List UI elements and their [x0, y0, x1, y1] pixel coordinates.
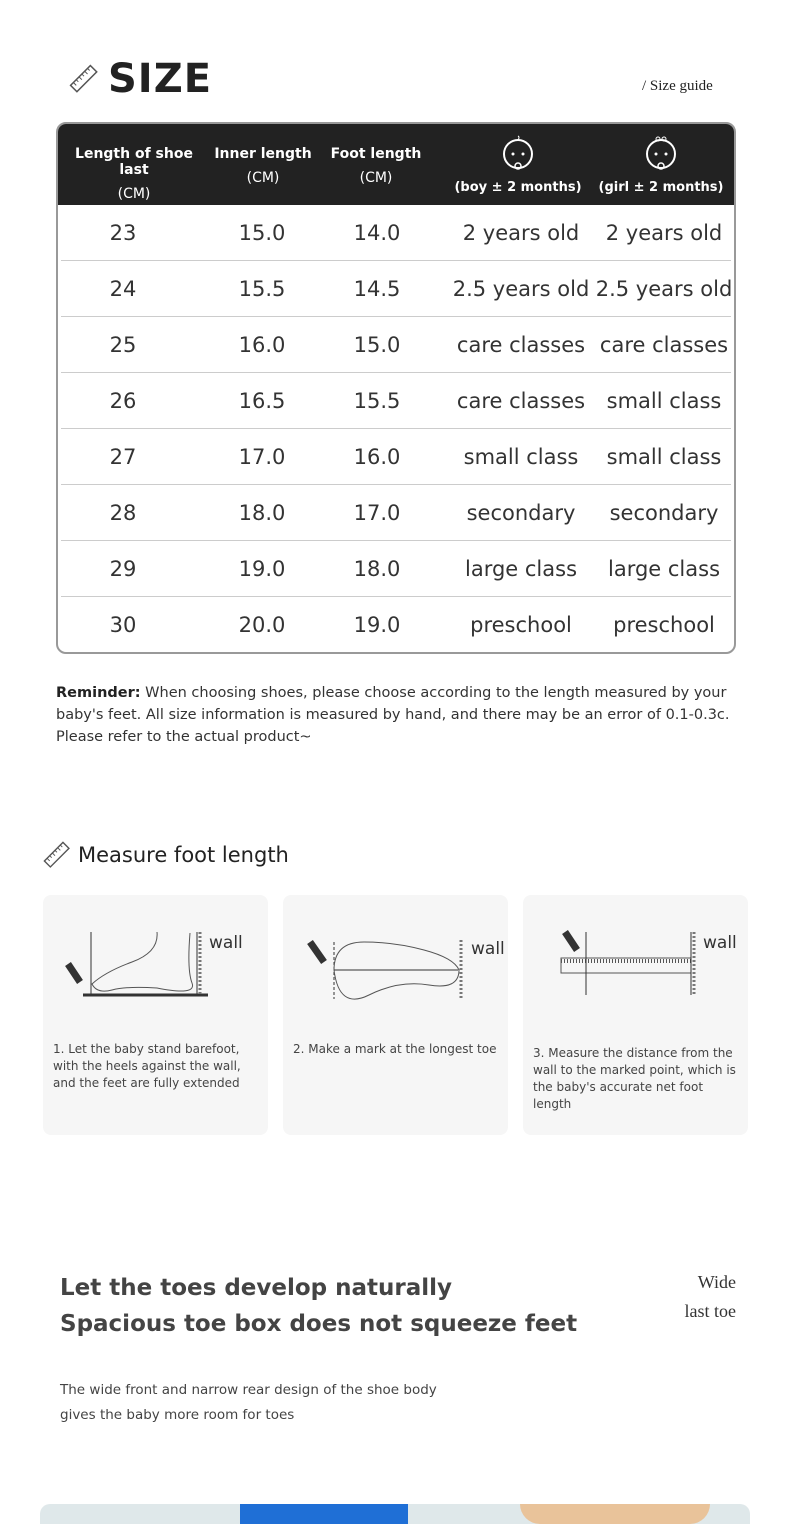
table-cell: 17.0 [238, 445, 286, 469]
table-cell: 14.5 [353, 277, 401, 301]
baby-boy-icon [498, 134, 538, 174]
measure-step-3 [523, 895, 748, 1135]
table-row [61, 597, 731, 653]
table-cell: 28 [109, 501, 137, 525]
table-cell: 17.0 [353, 501, 401, 525]
product-photo [40, 1504, 750, 1524]
col-girl: (girl ± 2 months) [586, 134, 736, 195]
table-cell: small class [463, 445, 579, 469]
wide-last-toe-label: Wide last toe [684, 1272, 736, 1321]
ruler-icon [42, 840, 72, 870]
table-row [61, 429, 731, 485]
ruler-measure-illustration [523, 920, 748, 1010]
size-guide-label: / Size guide [642, 78, 713, 94]
table-cell: large class [607, 557, 721, 581]
table-cell: 2 years old [605, 221, 723, 245]
table-cell: 16.0 [238, 333, 286, 357]
table-row [61, 373, 731, 429]
table-cell: 16.0 [353, 445, 401, 469]
table-cell: preschool [470, 613, 572, 637]
svg-text:wall: wall [471, 939, 505, 959]
table-cell: small class [606, 389, 722, 413]
table-cell: 18.0 [238, 501, 286, 525]
foot-outline-illustration [283, 920, 508, 1010]
table-cell: 15.0 [238, 221, 286, 245]
table-cell: 2.5 years old [452, 277, 590, 301]
table-row [61, 485, 731, 541]
baby-girl-icon [641, 134, 681, 174]
table-cell: 23 [109, 221, 137, 245]
table-cell: 19.0 [353, 613, 401, 637]
table-cell: 20.0 [238, 613, 286, 637]
col-foot-length: Foot length (CM) [330, 146, 422, 186]
svg-text:wall: wall [703, 933, 737, 953]
step-1-text: 1. Let the baby stand barefoot, with the heels against the wall, and the feet are fully extended [53, 1042, 241, 1090]
table-cell: 26 [109, 389, 137, 413]
table-row [61, 317, 731, 373]
table-cell: care classes [456, 333, 586, 357]
table-cell: 15.0 [353, 333, 401, 357]
table-cell: 16.5 [238, 389, 286, 413]
table-cell: 29 [109, 557, 137, 581]
table-cell: 27 [109, 445, 137, 469]
foot-against-wall-illustration [43, 920, 268, 1010]
size-table [56, 122, 736, 654]
table-cell: care classes [456, 389, 586, 413]
table-row [61, 541, 731, 597]
table-cell: preschool [613, 613, 715, 637]
table-cell: 15.5 [238, 277, 286, 301]
col-inner-length: Inner length (CM) [214, 146, 312, 186]
table-cell: 18.0 [353, 557, 401, 581]
table-cell: small class [606, 445, 722, 469]
table-cell: 2 years old [462, 221, 580, 245]
table-row [61, 205, 731, 261]
measure-title: Measure foot length [42, 840, 289, 870]
table-header [58, 124, 734, 205]
feature-heading: Let the toes develop naturally Spacious toe box does not squeeze feet [60, 1275, 578, 1337]
table-cell: large class [464, 557, 578, 581]
step-2-text: 2. Make a mark at the longest toe [293, 1042, 497, 1056]
measure-step-1 [43, 895, 268, 1135]
step-3-text: 3. Measure the distance from the wall to the marked point, which is the baby's accurate net foot length [533, 1046, 736, 1111]
svg-text:wall: wall [209, 933, 243, 953]
table-cell: secondary [466, 501, 576, 525]
ruler-icon [68, 63, 100, 95]
table-cell: 2.5 years old [595, 277, 733, 301]
size-title [68, 56, 212, 102]
measure-step-2 [283, 895, 508, 1135]
table-row [61, 261, 731, 317]
table-cell: 25 [109, 333, 137, 357]
table-cell: 30 [109, 613, 137, 637]
feature-description: The wide front and narrow rear design of the shoe body gives the baby more room for toes [60, 1382, 437, 1423]
reminder-text: Reminder: When choosing shoes, please choose according to the length measured by your baby's feet. All size information is measured by hand, and there may be an error of 0.1-0.3c. Please refer to the actual product~ [56, 685, 730, 745]
table-cell: secondary [609, 501, 719, 525]
page-title: SIZE [108, 56, 213, 102]
table-cell: 19.0 [238, 557, 286, 581]
table-cell: 15.5 [353, 389, 401, 413]
col-shoe-last: Length of shoe last (CM) [75, 146, 193, 202]
table-cell: care classes [599, 333, 729, 357]
table-cell: 14.0 [353, 221, 401, 245]
table-cell: 24 [109, 277, 137, 301]
col-boy: (boy ± 2 months) [453, 134, 583, 195]
